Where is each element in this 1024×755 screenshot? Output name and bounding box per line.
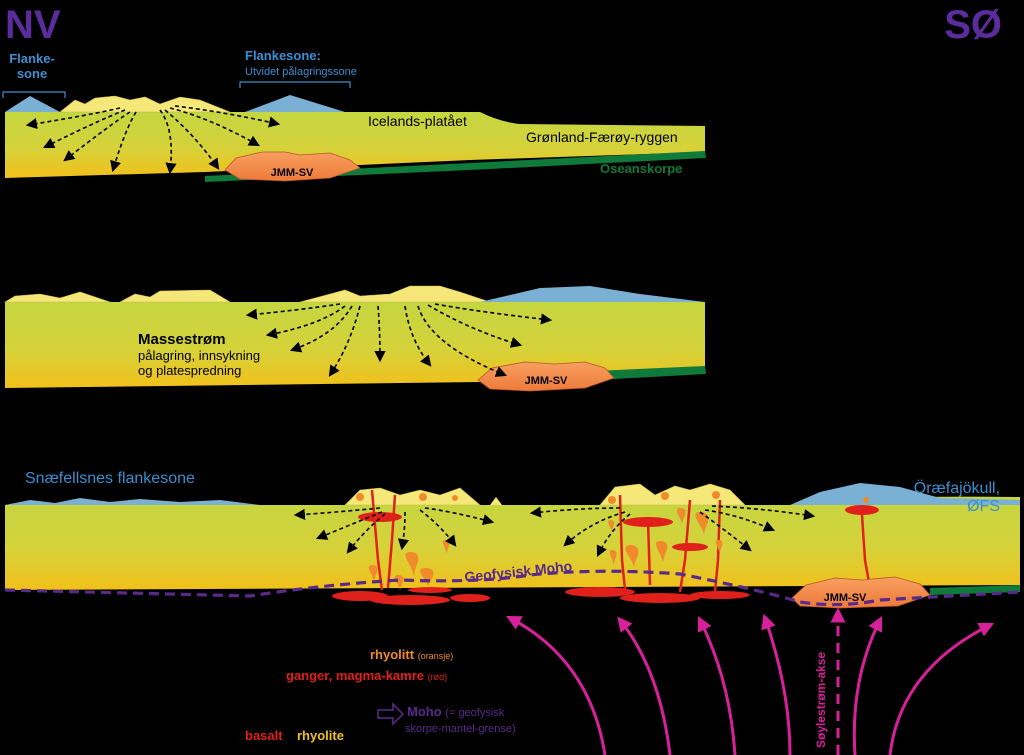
- volcano-range-3b: [600, 484, 745, 505]
- flank-right-label: Flankesone:: [245, 48, 321, 63]
- jmm-label-1: JMM-SV: [270, 167, 314, 179]
- corner-label-left: NV: [5, 3, 61, 47]
- mass-flow-line2: og platespredning: [138, 363, 242, 378]
- moho-label: Geofysisk Moho: [463, 557, 573, 585]
- legend-rhyolite: rhyolite: [297, 728, 344, 743]
- bracket-flank-left: [3, 92, 65, 98]
- moho-legend-arrow: [378, 704, 403, 724]
- bracket-flank-right: [240, 82, 350, 88]
- legend-moho-note: (= geofysisk: [445, 707, 505, 719]
- ice-cap-left: [5, 96, 60, 112]
- mass-flow-title: Massestrøm: [138, 331, 226, 348]
- oceanic-label: Oseanskorpe: [600, 161, 683, 176]
- ice-cap-right: [245, 95, 345, 112]
- oceanic-crust-3: [930, 585, 1020, 595]
- flank-left-label: Flanke-: [9, 51, 55, 66]
- snaefellsnes-label: Snæfellsnes flankesone: [25, 470, 195, 487]
- jmm-label-2: JMM-SV: [524, 375, 568, 387]
- volcano-range-3a: [345, 488, 480, 505]
- ice-strip-left: [5, 498, 260, 505]
- oraefajokull-label: Öræfajökull,: [913, 480, 1000, 497]
- plume-arrows: [510, 612, 990, 755]
- plume-axis-label: Søylestrøm-akse: [814, 651, 828, 748]
- plateau-label: Icelands-platået: [368, 113, 467, 129]
- mass-flow-line1: pålagring, innsykning: [138, 348, 261, 363]
- legend-rhyolitt-note: (oransje): [417, 651, 454, 661]
- magma-chambers-basal: [332, 587, 750, 605]
- legend-moho-note2: skorpe-mantel-grense): [405, 723, 516, 735]
- ofs-label: ØFS: [967, 498, 1000, 515]
- corner-label-right: SØ: [944, 3, 1002, 47]
- panel-3: [5, 483, 1020, 755]
- volcano-range-2b: [120, 290, 230, 302]
- legend-basalt: basalt: [245, 728, 283, 743]
- jmm-label-3: JMM-SV: [823, 592, 867, 604]
- legend-moho: Moho (= geofysisk: [407, 704, 505, 719]
- legend-rhyolitt: rhyolitt (oransje): [370, 647, 454, 662]
- legend-ganger-note: (rød): [427, 672, 448, 682]
- flank-left-label-2: sone: [16, 66, 48, 81]
- volcano-small-3: [490, 497, 502, 505]
- ice-cap-2: [480, 286, 705, 302]
- volcano-range-2c: [300, 286, 490, 302]
- volcano-range-2a: [5, 292, 110, 302]
- legend-ganger: ganger, magma-kamre (rød): [286, 668, 448, 683]
- ridge-label: Grønland-Færøy-ryggen: [526, 129, 678, 145]
- flank-right-sub: Utvidet pålagringssone: [245, 66, 357, 78]
- panel-2: [5, 286, 706, 391]
